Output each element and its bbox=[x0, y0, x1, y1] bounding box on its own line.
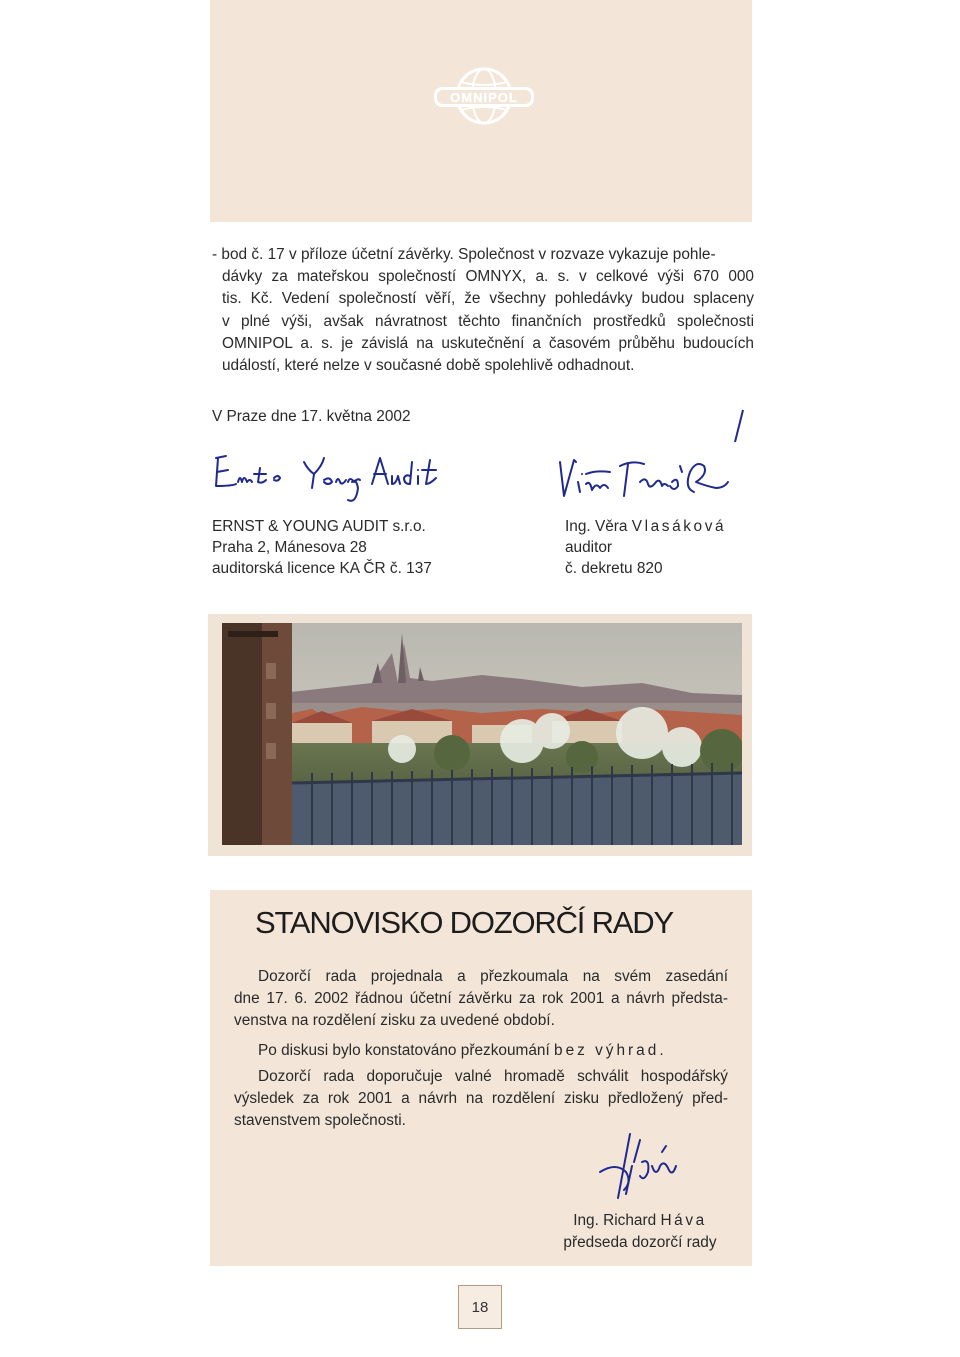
auditor-person-title: Ing. Věra bbox=[565, 518, 628, 535]
auditor-person-role: auditor bbox=[565, 539, 613, 556]
board-paragraph-2 bbox=[234, 1040, 728, 1062]
board-p3-line: výsledek za rok 2001 a návrh na rozdělení zisku předložený před- bbox=[234, 1090, 728, 1108]
date-place: V Praze dne 17. května 2002 bbox=[212, 408, 411, 425]
page-number bbox=[458, 1285, 502, 1329]
board-p3-line: stavenstvem společnosti. bbox=[234, 1112, 406, 1130]
board-p3-line: Dozorčí rada doporučuje valné hromadě schválit hospodářský bbox=[258, 1068, 728, 1085]
vlasakova-signature bbox=[556, 452, 732, 504]
note-line: událostí, které nelze v současné době spolehlivě odhadnout. bbox=[222, 357, 635, 375]
page-number-text: 18 bbox=[471, 1298, 489, 1316]
board-p2-line bbox=[234, 1040, 728, 1062]
board-p2-emphasis: bez výhrad bbox=[554, 1042, 660, 1059]
auditor-firm-name: ERNST & YOUNG AUDIT s.r.o. bbox=[212, 518, 426, 535]
note-line: v plné výši, avšak návratnost těchto finančních prostředků společnosti bbox=[222, 312, 754, 330]
auditor-person-block bbox=[565, 516, 726, 579]
ernst-young-signature bbox=[212, 448, 440, 508]
note-line: dávky za mateřskou společností OMNYX, a. s. v celkové výši 670 000 bbox=[222, 268, 754, 286]
note-line: tis. Kč. Vedení společností věří, že všechny pohledávky budou splaceny bbox=[222, 290, 754, 308]
auditor-person-name bbox=[565, 516, 726, 537]
board-signer-title: Ing. Richard bbox=[573, 1212, 657, 1229]
board-p1-line: venstva na rozdělení zisku za uvedené období. bbox=[234, 1012, 555, 1030]
board-signer-role: předseda dozorčí rady bbox=[563, 1234, 717, 1251]
board-paragraph-1 bbox=[234, 966, 728, 1033]
board-p2-suffix: . bbox=[659, 1042, 664, 1059]
auditor-firm-block bbox=[212, 516, 432, 579]
board-p1-line: dne 17. 6. 2002 řádnou účetní závěrku za rok 2001 a návrh předsta- bbox=[234, 990, 728, 1008]
note-line: - bod č. 17 v příloze účetní závěrky. Společnost v rozvaze vykazuje pohle- bbox=[212, 246, 716, 263]
auditor-person-surname: Vlasáková bbox=[631, 518, 727, 535]
board-title: STANOVISKO DOZORČÍ RADY bbox=[255, 905, 673, 940]
prague-castle-painting bbox=[222, 623, 742, 845]
board-signer-name bbox=[560, 1210, 720, 1232]
auditor-firm-address: Praha 2, Mánesova 28 bbox=[212, 539, 367, 556]
audit-note bbox=[212, 244, 754, 377]
svg-text:OMNIPOL: OMNIPOL bbox=[450, 90, 518, 105]
pen-mark bbox=[729, 408, 749, 444]
note-line: OMNIPOL a. s. je závislá na uskutečnění a časovém průběhu budoucích bbox=[222, 334, 754, 352]
auditor-firm-license: auditorská licence KA ČR č. 137 bbox=[212, 560, 432, 577]
board-paragraph-3 bbox=[234, 1066, 728, 1133]
omnipol-logo bbox=[431, 62, 537, 132]
board-p1-line: Dozorčí rada projednala a přezkoumala na svém zasedání bbox=[258, 968, 728, 985]
board-signer-surname: Háva bbox=[660, 1212, 707, 1229]
board-signer-block bbox=[560, 1210, 720, 1254]
hava-signature bbox=[596, 1132, 682, 1202]
board-p2-prefix: Po diskusi bylo konstatováno přezkoumání bbox=[258, 1042, 550, 1059]
auditor-person-decree: č. dekretu 820 bbox=[565, 560, 663, 577]
